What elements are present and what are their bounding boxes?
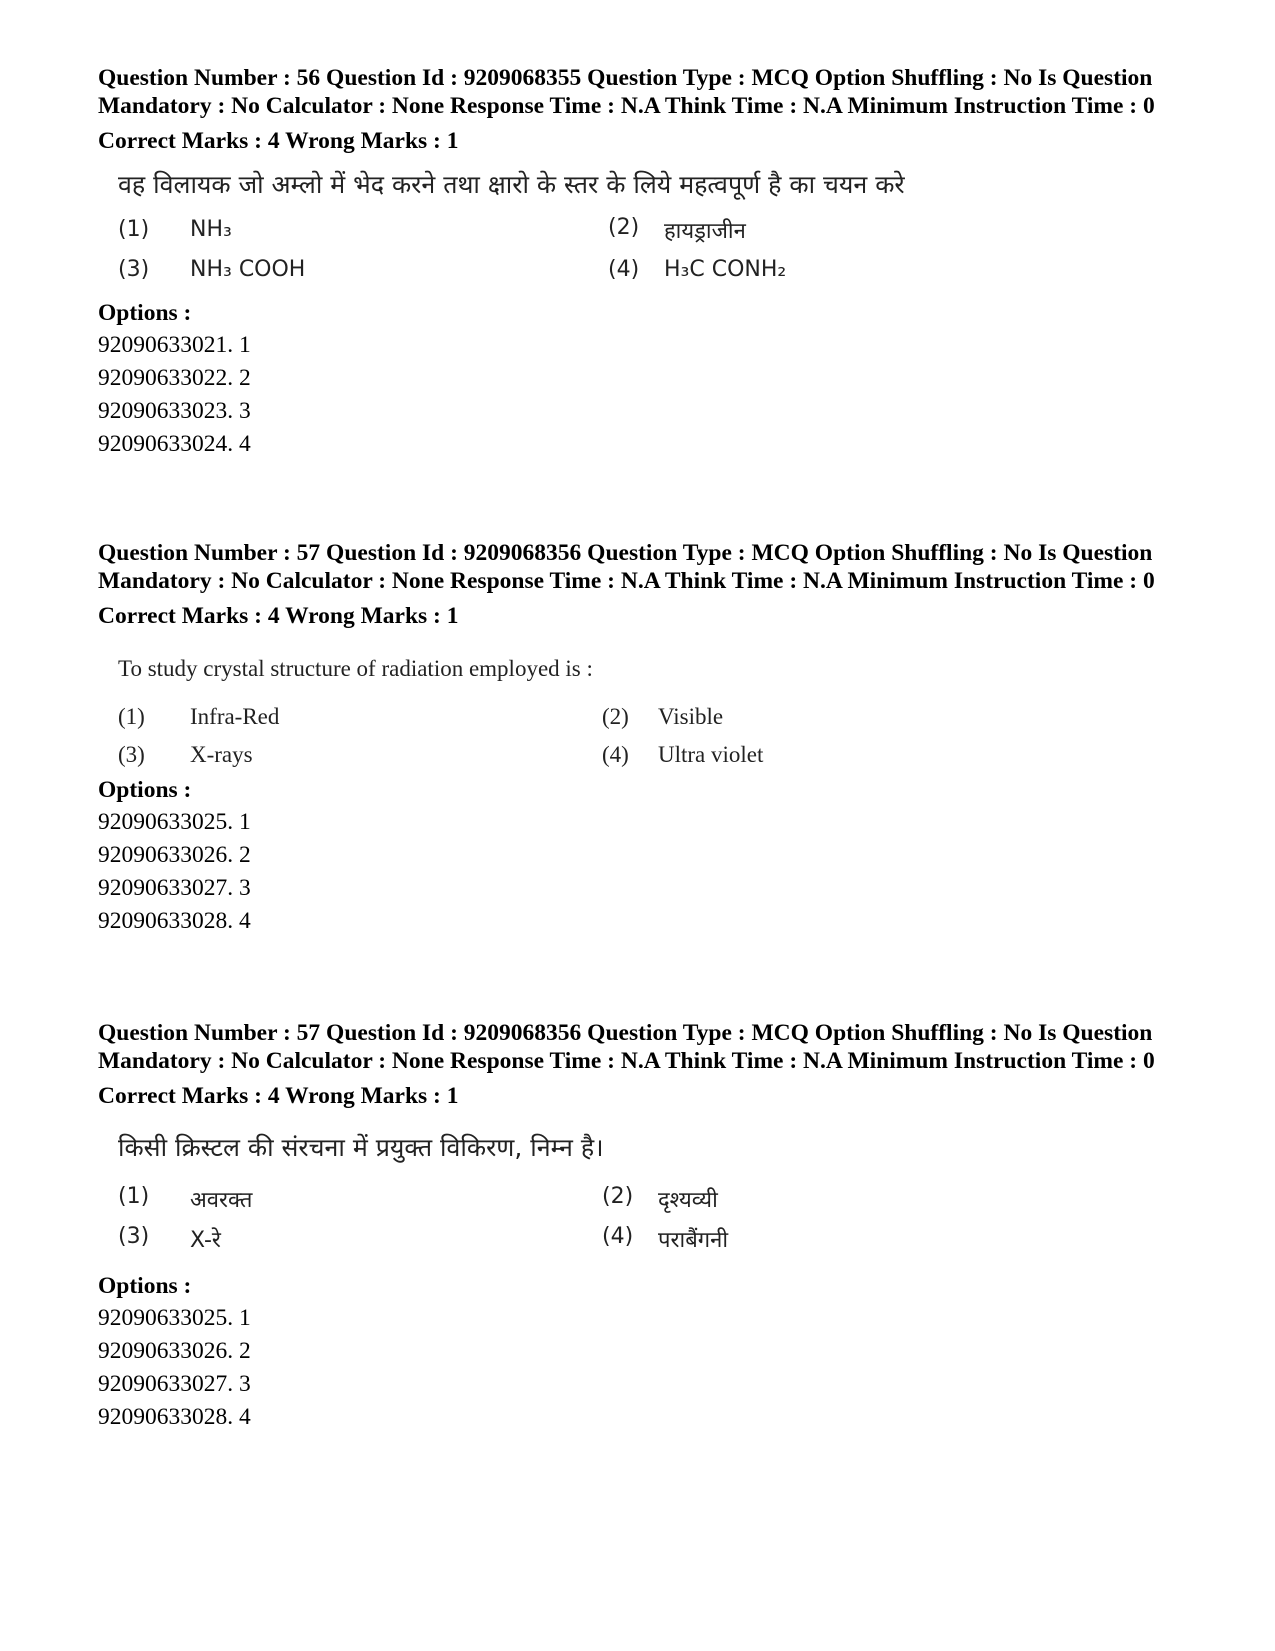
options-list [98, 300, 1178, 491]
option-item: 92090633021. 1 [98, 332, 251, 358]
option-item: 92090633027. 3 [98, 875, 251, 901]
options-label: Options : [98, 300, 192, 326]
question-text: वह विलायक जो अम्लो में भेद करने तथा क्षारो के स्तर के लिये महत्वपूर्ण है का चयन करे [118, 170, 905, 199]
choice-text: H₃C CONH₂ [664, 257, 787, 282]
choice-number: (4) [602, 742, 629, 767]
option-item: 92090633022. 2 [98, 365, 251, 391]
choice-number: (1) [118, 217, 150, 242]
options-label: Options : [98, 1273, 192, 1299]
choice-number: (1) [118, 1184, 150, 1209]
question-meta: Question Number : 57 Question Id : 9209068356 Question Type : MCQ Option Shuffling : No Is Question Mandatory : No Calculator : None Response Time : N.A Think Time : N.A Minimum Instruction Time : 0 [98, 540, 1155, 594]
question-marks: Correct Marks : 4 Wrong Marks : 1 [98, 1083, 459, 1109]
option-item: 92090633023. 3 [98, 398, 251, 424]
choice-number: (3) [118, 742, 145, 767]
question-block-57-hindi [98, 1019, 1178, 1456]
choice-number: (4) [602, 1224, 634, 1249]
options-list [98, 777, 1178, 966]
choice-text: हायड्राजीन [664, 219, 746, 244]
option-item: 92090633025. 1 [98, 1305, 251, 1331]
option-item: 92090633025. 1 [98, 809, 251, 835]
choice-text: NH₃ COOH [190, 257, 306, 282]
choice-number: (4) [608, 257, 640, 282]
question-meta: Question Number : 57 Question Id : 9209068356 Question Type : MCQ Option Shuffling : No Is Question Mandatory : No Calculator : None Response Time : N.A Think Time : N.A Minimum Instruction Time : 0 [98, 1020, 1155, 1074]
choice-text: दृश्यव्यी [658, 1188, 718, 1213]
question-block-56 [98, 64, 1178, 491]
option-item: 92090633028. 4 [98, 908, 251, 934]
option-item: 92090633027. 3 [98, 1371, 251, 1397]
question-body [118, 161, 905, 321]
choice-text: अवरक्त [190, 1188, 253, 1213]
question-marks: Correct Marks : 4 Wrong Marks : 1 [98, 128, 459, 154]
choice-text: X-rays [190, 742, 253, 767]
choice-number: (2) [608, 215, 640, 240]
option-item: 92090633028. 4 [98, 1404, 251, 1430]
question-body [118, 636, 878, 796]
option-item: 92090633024. 4 [98, 431, 251, 457]
question-text: To study crystal structure of radiation employed is : [118, 656, 593, 681]
option-item: 92090633026. 2 [98, 842, 251, 868]
choice-number: (2) [602, 704, 629, 729]
choice-number: (2) [602, 1184, 634, 1209]
option-item: 92090633026. 2 [98, 1338, 251, 1364]
choice-number: (1) [118, 704, 145, 729]
choice-text: Infra-Red [190, 704, 280, 729]
choice-text: Ultra violet [658, 742, 764, 767]
options-list [98, 1273, 1178, 1456]
question-marks: Correct Marks : 4 Wrong Marks : 1 [98, 603, 459, 629]
choice-text: X-रे [190, 1228, 221, 1253]
choice-number: (3) [118, 257, 150, 282]
choice-text: NH₃ [190, 217, 232, 242]
options-label: Options : [98, 777, 192, 803]
choice-text: पराबैंगनी [658, 1228, 729, 1253]
question-block-57-english [98, 539, 1178, 966]
question-text: किसी क्रिस्टल की संरचना में प्रयुक्त विकिरण, निम्न है। [118, 1133, 604, 1162]
choice-number: (3) [118, 1224, 150, 1249]
question-body [118, 1116, 878, 1286]
choice-text: Visible [658, 704, 724, 729]
question-meta: Question Number : 56 Question Id : 9209068355 Question Type : MCQ Option Shuffling : No Is Question Mandatory : No Calculator : None Response Time : N.A Think Time : N.A Minimum Instruction Time : 0 [98, 65, 1155, 119]
